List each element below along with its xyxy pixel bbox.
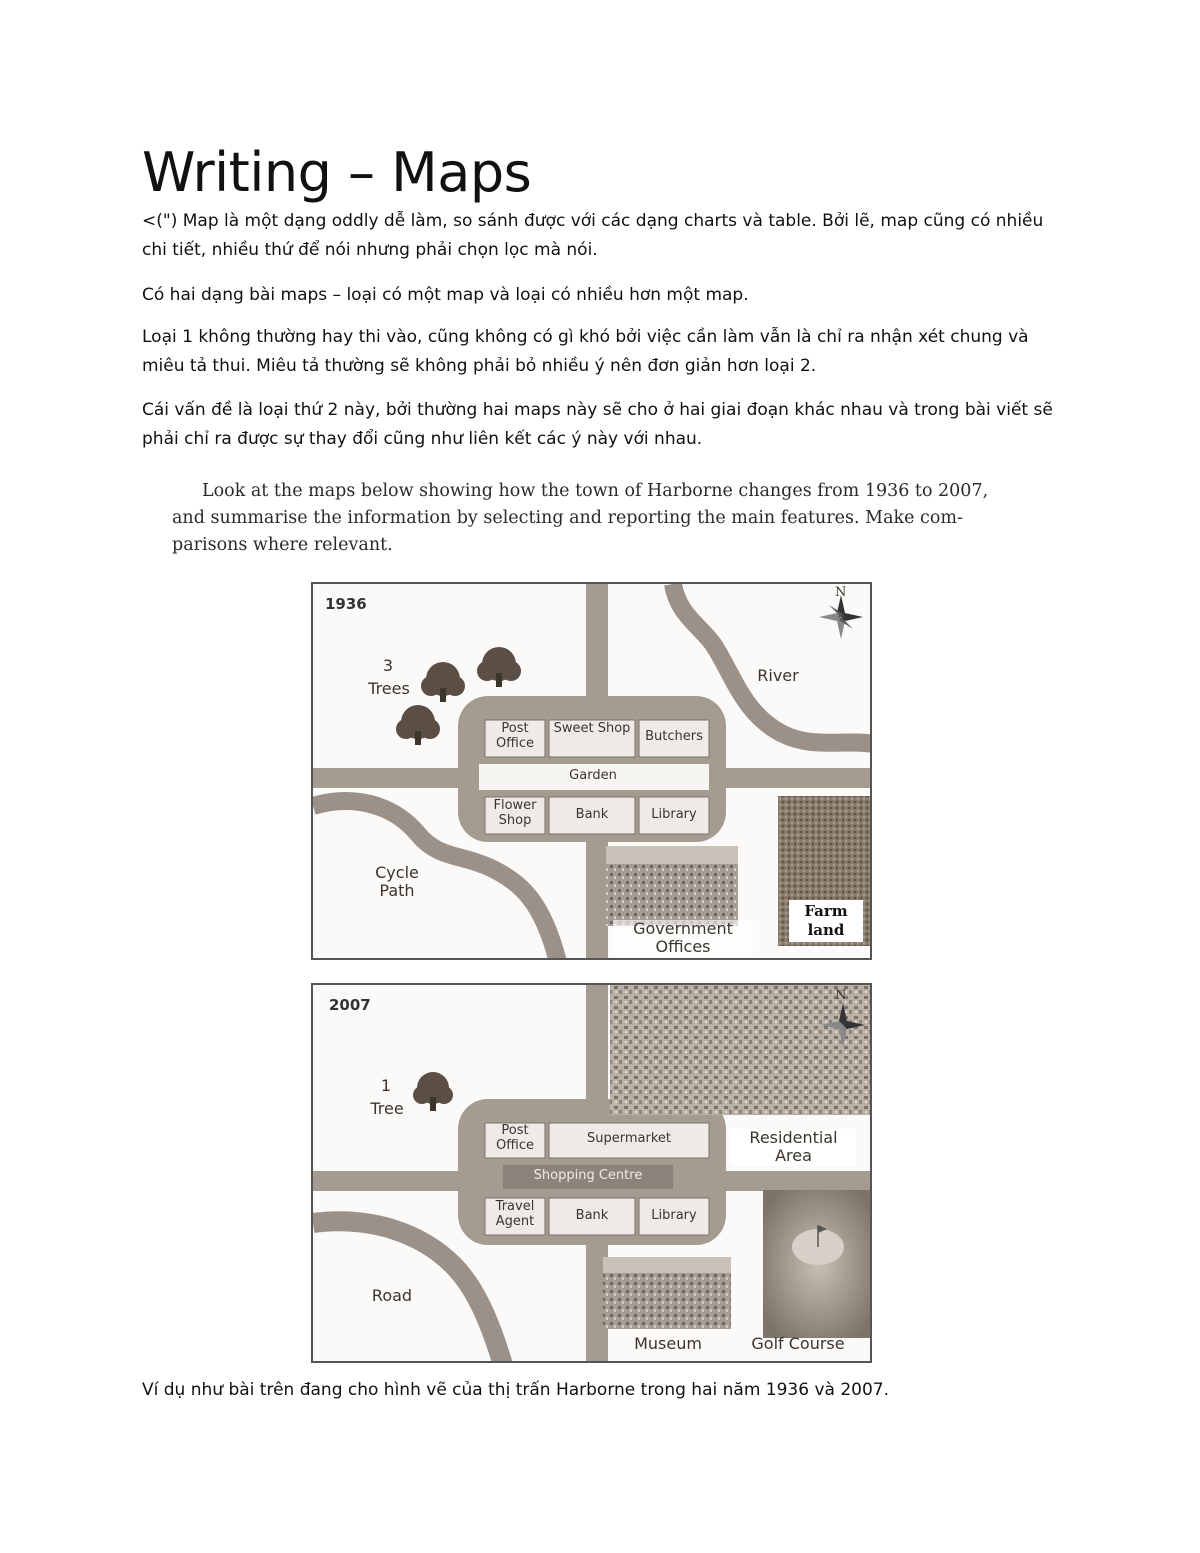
museum-label: Museum <box>634 1334 702 1353</box>
river-label: River <box>757 666 799 685</box>
road-west <box>313 1171 461 1191</box>
road-east <box>723 1171 872 1191</box>
post-office-label: Post Office <box>496 1123 534 1153</box>
flower-shop-label: Flower Shop <box>493 798 537 828</box>
compass-icon <box>819 595 863 639</box>
task-line-3: parisons where relevant. <box>172 535 393 555</box>
tree-count: 1 <box>380 1076 392 1095</box>
task-line-1: Look at the maps below showing how the town of Harborne changes from 1936 to 2007, <box>202 481 989 501</box>
residential-area <box>610 985 872 1115</box>
road-north <box>586 584 608 709</box>
road-south <box>586 834 608 960</box>
road-label: Road <box>371 1286 413 1305</box>
map-year: 1936 <box>325 595 367 613</box>
caption: Ví dụ như bài trên đang cho hình vẽ của thị trấn Harborne trong hai năm 1936 và 2007. <box>142 1380 889 1400</box>
garden-label: Garden <box>569 768 617 783</box>
government-offices-label: Government Offices <box>613 920 753 957</box>
supermarket-label: Supermarket <box>587 1131 671 1146</box>
paragraph-intro: <(") Map là một dạng oddly dễ làm, so sánh được với các dạng charts và table. Bởi lẽ, map cũng có nhiều chi tiết, nhiều thứ để nói nhưng phải chọn lọc mà nói. <box>142 211 1044 260</box>
page-title: Writing – Maps <box>142 141 532 204</box>
sweet-shop-label: Sweet Shop <box>553 721 631 736</box>
trees-count: 3 <box>382 656 394 675</box>
map-2007 <box>311 983 872 1363</box>
library-label: Library <box>651 1208 697 1223</box>
paragraph-type-1: Loại 1 không thường hay thi vào, cũng không có gì khó bởi việc cần làm vẫn là chỉ ra nhận xét chung và miêu tả thui. Miêu tả thường sẽ không phải bỏ nhiều ý nên đơn giản hơn loại 2. <box>142 327 1029 376</box>
post-office-label: Post Office <box>496 721 534 751</box>
residential-area-label: Residential Area <box>731 1129 856 1166</box>
tree-icon <box>413 1072 453 1111</box>
tree-icon <box>396 705 440 745</box>
cycle-path-label: Cycle Path <box>375 863 419 901</box>
butchers-label: Butchers <box>645 729 703 744</box>
road-north <box>586 985 608 1110</box>
north-label: N <box>835 988 847 1003</box>
trees-label: Trees <box>368 679 410 698</box>
tree-label: Tree <box>370 1099 404 1118</box>
tree-icon <box>477 647 521 687</box>
task-prompt <box>172 478 1022 559</box>
road-west <box>313 768 461 788</box>
bank-label: Bank <box>575 807 609 822</box>
map-year: 2007 <box>329 996 371 1014</box>
library-label: Library <box>651 807 697 822</box>
north-label: N <box>835 585 847 600</box>
travel-agent-label: Travel Agent <box>495 1199 535 1229</box>
shopping-centre-label: Shopping Centre <box>533 1168 643 1183</box>
map-1936 <box>311 582 872 960</box>
bank-label: Bank <box>575 1208 609 1223</box>
golf-course-label: Golf Course <box>751 1334 845 1353</box>
paragraph-type-2: Cái vấn đề là loại thứ 2 này, bởi thường hai maps này sẽ cho ở hai giai đoạn khác nhau và trong bài viết sẽ phải chỉ ra được sự thay đổi cũng như liên kết các ý này với nhau. <box>142 400 1053 449</box>
road-east <box>723 768 872 788</box>
farmland-label-line-2: land <box>807 920 845 939</box>
task-line-2: and summarise the information by selecting and reporting the main features. Make com- <box>172 508 963 528</box>
farmland-label-line-1: Farm <box>804 902 848 920</box>
farmland-label <box>789 900 863 942</box>
paragraph-types: Có hai dạng bài maps – loại có một map và loại có nhiều hơn một map. <box>142 285 749 305</box>
tree-icon <box>421 662 465 702</box>
